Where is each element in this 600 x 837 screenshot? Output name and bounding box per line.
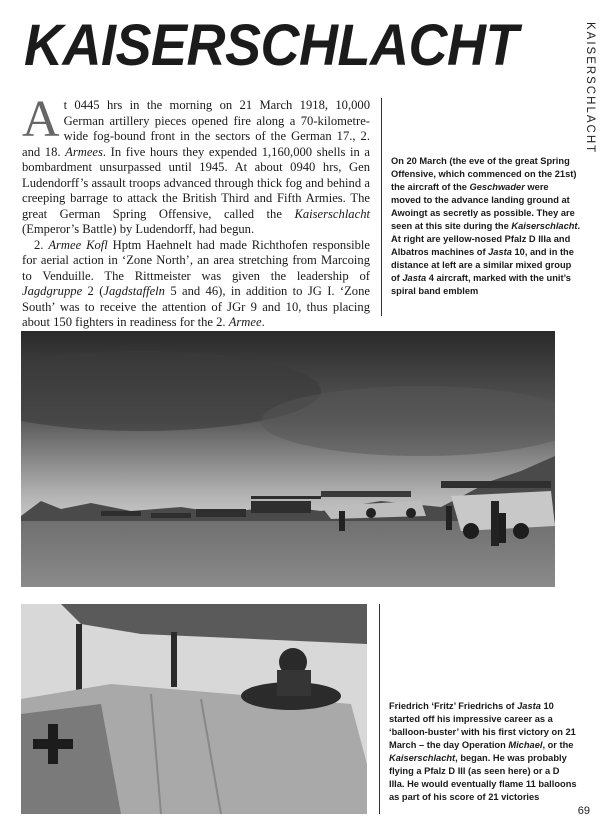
running-head: KAISERSCHLACHT <box>584 22 596 155</box>
body-text <box>22 91 370 331</box>
airfield-photo-image <box>21 331 555 587</box>
pilot-photo <box>21 604 367 814</box>
paragraph-1: At 0445 hrs in the morning on 21 March 1918, 10,000 German artillery pieces opened fire along a 70-kilometre-wide fog-bound front in the sectors of the German 17., 2. and 18. Armees. In five hours they expended 1,160,000 shells in a bombardment unsurpassed until 1945. At about 0940 hrs, Gen Ludendorff’s assault troops advanced through thick fog and behind a creeping barrage to attack the British Third and Fifth Armies. The great German Spring Offensive, called the Kaiserschlacht (Emperor’s Battle) by Ludendorff, had begun. <box>22 91 370 236</box>
caption-bottom: Friedrich ‘Fritz’ Friedrichs of Jasta 10 started off his impressive career as a ‘balloon-buster’ with his first victory on 21 March – the day Operation Michael, or the Kaiserschlacht, began. He was probably flying a Pfalz D III (as seen here) or a D IIIa. He would eventually flame 11 balloons as part of his score of 21 victories <box>389 701 577 802</box>
caption-divider-top <box>381 98 382 316</box>
paragraph-2: 2. Armee Kofl Hptm Haehnelt had made Richthofen responsible for aerial action in ‘Zone North’, an area stretching from Marcoing to Venduille. The Rittmeister was given the leadership of Jagdgruppe 2 (Jagdstaffeln 5 and 46), in addition to JG I. ‘Zone South’ was to receive the attention of JGr 9 and 10, thus placing about 150 fighters in readiness for the 2. Armee. <box>22 237 370 329</box>
page-number: 69 <box>577 805 590 817</box>
airfield-photo <box>21 331 555 587</box>
drop-cap: A <box>22 91 60 148</box>
caption-top: On 20 March (the eve of the great Spring Offensive, which commenced on the 21st) the aircraft of the Geschwader were moved to the advance landing ground at Awoingt as secretly as possible. They are seen at this site during the Kaiserschlacht. At right are yellow-nosed Pfalz D IIIa and Albatros machines of Jasta 10, and in the distance at left are a similar mixed group of Jasta 4 aircraft, marked with the unit’s spiral band emblem <box>391 156 581 296</box>
pilot-photo-image <box>21 604 367 814</box>
chapter-title: KAISERSCHLACHT <box>24 13 519 79</box>
caption-divider-bottom <box>379 604 380 814</box>
